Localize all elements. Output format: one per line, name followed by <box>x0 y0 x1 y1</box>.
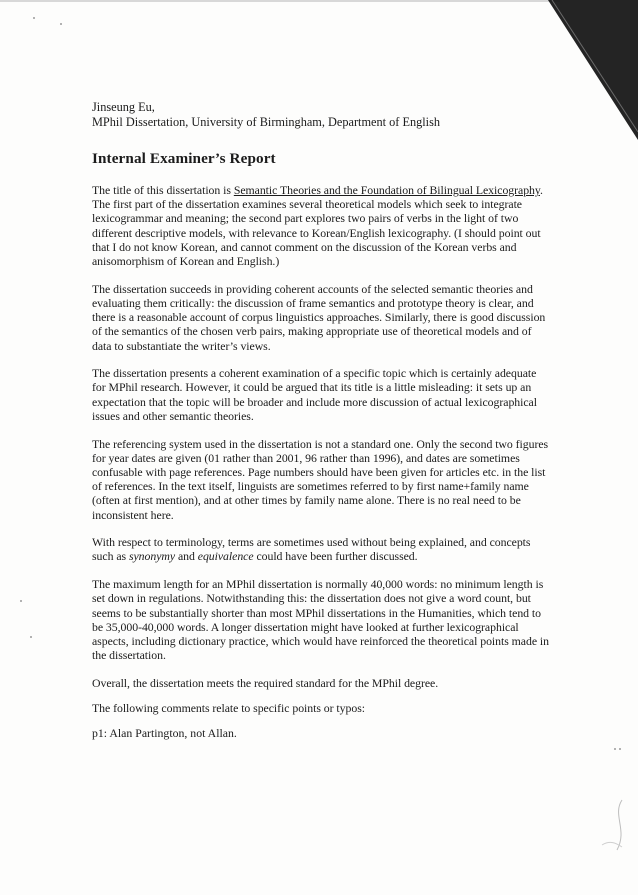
term-equivalence: equivalence <box>197 549 254 564</box>
paragraph-length: The maximum length for an MPhil dissertation is normally 40,000 words: no minimum length is set down in regulations. Notwithstanding this: the dissertation does not give a word count, but seems to be substantially shorter than most MPhil dissertations in the Humanities, which tend to be 35,000-40,000 words. A longer dissertation might have looked at further lexicographical aspects, including dictionary practice, which would have reinforced the theoretical points made in the dissertation. <box>92 577 549 663</box>
scan-speck <box>30 636 32 638</box>
report-title: Internal Examiner’s Report <box>92 150 276 167</box>
paragraph-text: could have been further discussed. <box>253 549 418 564</box>
paragraph-point-p1: p1: Alan Partington, not Allan. <box>92 726 237 741</box>
paragraph-text: The title of this dissertation is <box>92 183 234 197</box>
scan-speck <box>614 748 616 750</box>
document-body <box>92 100 550 755</box>
scan-top-edge <box>0 0 560 2</box>
scan-speck <box>33 17 35 19</box>
scan-margin-mark <box>592 795 632 855</box>
paragraph-text: With respect to terminology, terms are sometimes used without being explained, and concepts such as <box>92 535 531 564</box>
scan-speck <box>20 600 22 602</box>
paragraph-coherent-examination: The dissertation presents a coherent examination of a specific topic which is certainly adequate for MPhil research. However, it could be argued that its title is a little misleading: it sets up an expectation that the topic will be broader and include more discussion of actual lexicographical issues and other semantic theories. <box>92 366 537 423</box>
paragraph-title-summary <box>92 183 550 268</box>
term-synonymy: synonymy <box>128 549 176 564</box>
paragraph-referencing: The referencing system used in the dissertation is not a standard one. Only the second two figures for year dates are given (01 rather than 2001, 96 rather than 1996), and dates are sometimes confusable with page references. Page numbers should have been given for articles etc. in the list of references. In the text itself, linguists are sometimes referred to by first name+family name (often at first mention), and at other times by family name alone. There is no real need to be inconsistent here. <box>92 436 549 522</box>
scan-speck <box>60 23 62 25</box>
paragraph-overall: Overall, the dissertation meets the required standard for the MPhil degree. <box>92 675 439 690</box>
author-name: Jinseung Eu, <box>92 100 155 114</box>
folded-corner-shadow <box>548 0 638 140</box>
affiliation-line: MPhil Dissertation, University of Birmingham, Department of English <box>92 115 441 129</box>
paragraph-text: . The first part of the dissertation examines several theoretical models which seek to integrate lexicogrammar and meaning; the second part explores two pairs of verbs in the light of two different descriptive models, with relevance to Korean/English lexicography. (I should point out that I do not know Korean, and cannot comment on the discussion of the Korean verbs and anisomorphism of Korean and English.) <box>92 183 543 269</box>
scan-speck <box>619 748 621 750</box>
paragraph-semantic-theories: The dissertation succeeds in providing coherent accounts of the selected semantic theories and evaluating them critically: the discussion of frame semantics and prototype theory is clear, and there is a reasonable account of corpus linguistics approaches. Similarly, there is good discussion of the semantics of the chosen verb pairs, making appropriate use of theoretical models and of data to substantiate the writer’s views. <box>92 281 546 353</box>
paragraph-comments-intro: The following comments relate to specific points or typos: <box>92 701 365 716</box>
paragraph-terminology <box>92 535 550 563</box>
paragraph-text: and <box>175 549 198 564</box>
dissertation-title: Semantic Theories and the Foundation of Bilingual Lexicography <box>233 183 540 197</box>
